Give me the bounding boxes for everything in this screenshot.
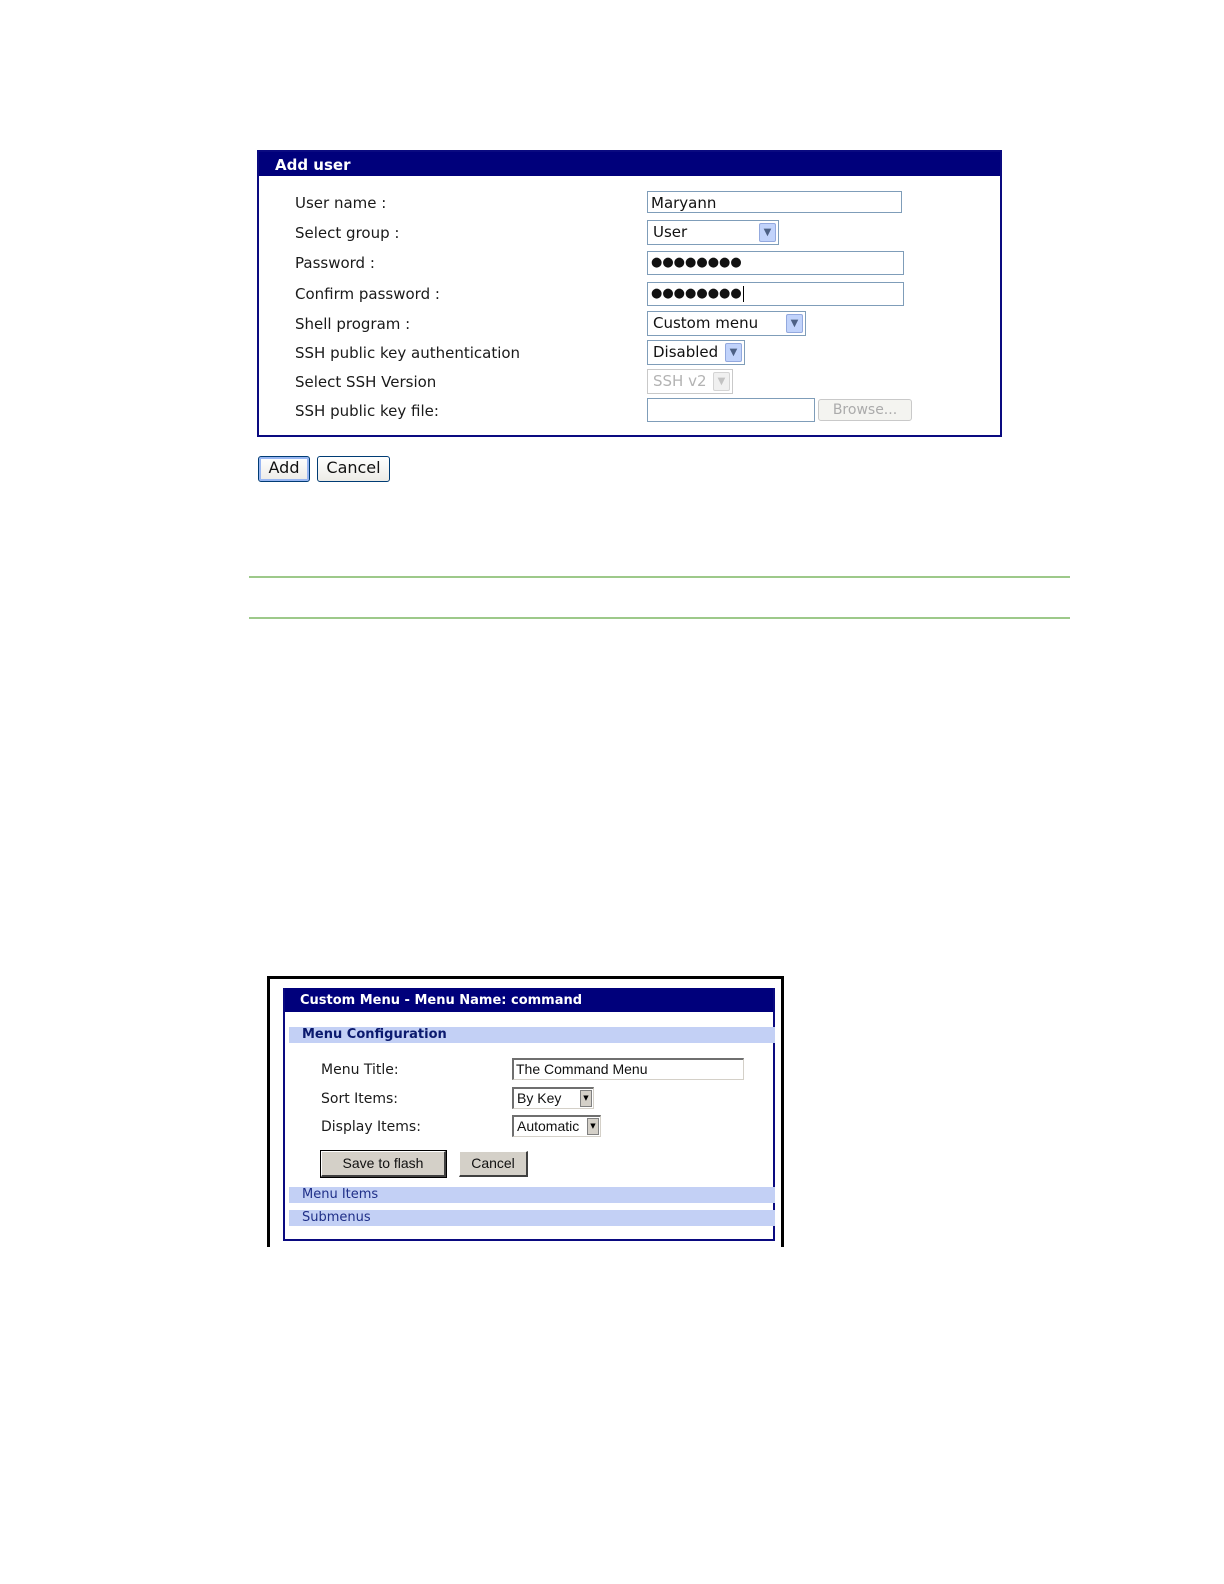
- select-group-value: User: [653, 223, 688, 241]
- ssh-version-value: SSH v2: [653, 372, 707, 390]
- dropdown-arrow-icon[interactable]: ▼: [580, 1090, 592, 1107]
- confirm-password-value: ●●●●●●●●: [651, 286, 742, 301]
- ssh-auth-label: SSH public key authentication: [295, 344, 521, 362]
- shell-program-value: Custom menu: [653, 314, 759, 332]
- ssh-version-dropdown: [647, 369, 733, 394]
- user-name-input[interactable]: Maryann: [647, 191, 902, 213]
- display-items-value: Automatic: [517, 1118, 580, 1134]
- select-group-dropdown[interactable]: [647, 220, 779, 245]
- sort-items-label: Sort Items:: [321, 1091, 399, 1107]
- add-user-title: Add user: [259, 152, 1000, 176]
- ssh-version-label: Select SSH Version: [295, 373, 437, 391]
- password-row: [259, 250, 1000, 276]
- menu-title-input[interactable]: The Command Menu: [512, 1058, 744, 1080]
- display-items-label: Display Items:: [321, 1119, 421, 1135]
- shell-program-dropdown[interactable]: [647, 311, 806, 336]
- custom-menu-panel: [283, 988, 775, 1241]
- user-name-row: [259, 190, 1000, 216]
- add-button[interactable]: Add: [258, 456, 310, 482]
- menu-items-section[interactable]: Menu Items: [289, 1187, 775, 1203]
- shell-program-label: Shell program :: [295, 315, 411, 333]
- chevron-down-icon[interactable]: ▼: [725, 343, 742, 362]
- sort-items-select[interactable]: [512, 1087, 594, 1109]
- divider-top: [249, 576, 1070, 578]
- menu-configuration-section[interactable]: Menu Configuration: [289, 1027, 775, 1043]
- cancel-button[interactable]: Cancel: [317, 456, 390, 482]
- select-group-label: Select group :: [295, 224, 400, 242]
- chevron-down-icon[interactable]: ▼: [759, 223, 776, 242]
- password-label: Password :: [295, 254, 375, 272]
- ssh-key-file-row: [259, 398, 1000, 424]
- submenus-section[interactable]: Submenus: [289, 1210, 775, 1226]
- sort-items-value: By Key: [517, 1090, 562, 1106]
- ssh-auth-value: Disabled: [653, 343, 719, 361]
- dropdown-arrow-icon[interactable]: ▼: [587, 1118, 599, 1135]
- add-user-panel: [257, 150, 1002, 437]
- display-items-select[interactable]: [512, 1115, 601, 1137]
- ssh-version-row: [259, 369, 1000, 395]
- ssh-auth-dropdown[interactable]: [647, 340, 745, 365]
- user-name-label: User name :: [295, 194, 387, 212]
- custom-menu-title: Custom Menu - Menu Name: command: [285, 988, 773, 1012]
- ssh-key-file-label: SSH public key file:: [295, 402, 439, 420]
- shell-program-row: [259, 311, 1000, 337]
- password-input[interactable]: ●●●●●●●●: [647, 251, 904, 275]
- chevron-down-icon[interactable]: ▼: [786, 314, 803, 333]
- chevron-down-icon: ▼: [713, 372, 730, 391]
- browse-button: Browse...: [818, 399, 912, 421]
- save-to-flash-button[interactable]: Save to flash: [321, 1151, 446, 1177]
- select-group-row: [259, 220, 1000, 246]
- ssh-auth-row: [259, 340, 1000, 366]
- divider-bottom: [249, 617, 1070, 619]
- text-caret: [743, 286, 744, 302]
- menu-cancel-button[interactable]: Cancel: [459, 1151, 528, 1177]
- ssh-key-file-input[interactable]: [647, 398, 815, 422]
- menu-title-label: Menu Title:: [321, 1062, 399, 1078]
- confirm-password-input[interactable]: [647, 282, 904, 306]
- confirm-password-row: [259, 281, 1000, 307]
- confirm-password-label: Confirm password :: [295, 285, 440, 303]
